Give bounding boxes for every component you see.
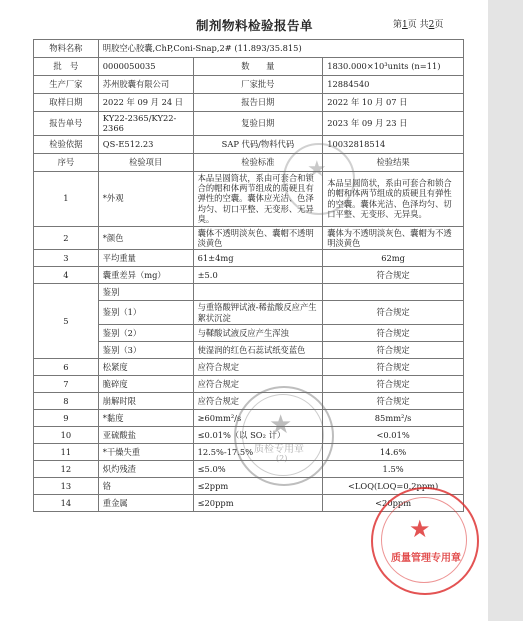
row-item: 脆碎度 [98,375,193,392]
row-no: 12 [34,460,99,477]
table-row [34,494,464,511]
report-date-value: 2022 年 10 月 07 日 [323,94,464,112]
row-no: 5 [34,284,99,359]
star-icon: ★ [307,157,327,182]
row-standard: 使湿润的红色石蕊试纸变蓝色 [193,341,323,358]
retest-date-value: 2023 年 09 月 23 日 [323,112,464,136]
table-row [34,324,464,341]
material-name-label: 物料名称 [34,40,99,58]
row-standard: 应符合规定 [193,392,323,409]
row-result: <0.01% [323,426,464,443]
table-row [34,409,464,426]
report-table [33,39,464,512]
row-standard: 囊体不透明淡灰色、囊帽不透明淡黄色 [193,226,323,250]
manufacturer-value: 苏州胶囊有限公司 [98,76,193,94]
batch-label: 批 号 [34,58,99,76]
qa-stamp-number: (2) [276,454,288,463]
table-row [34,443,464,460]
table-row [34,226,464,250]
row-result: 14.6% [323,443,464,460]
row-no: 9 [34,409,99,426]
report-title: 制剂物料检验报告单 [196,18,314,33]
report-date-label: 报告日期 [193,94,323,112]
sampling-date-value: 2022 年 09 月 24 日 [98,94,193,112]
row-standard: 应符合规定 [193,358,323,375]
table-header-row [34,153,464,171]
row-standard: ≤2ppm [193,477,323,494]
row-no: 7 [34,375,99,392]
row-standard: ≤20ppm [193,494,323,511]
info-row-material [34,40,464,58]
manufacturer-label: 生产厂家 [34,76,99,94]
basis-value: QS-E512.23 [98,135,193,153]
row-standard: ≥60mm²/s [193,409,323,426]
mfr-batch-label: 厂家批号 [193,76,323,94]
report-no-value: KY22-2365/KY22-2366 [98,112,193,136]
row-result: 符合规定 [323,358,464,375]
row-no: 1 [34,171,99,226]
page-indicator: 第1页 共2页 [393,20,444,30]
row-item: 亚硫酸盐 [98,426,193,443]
header-item: 检验项目 [98,153,193,171]
table-row [34,250,464,267]
row-item: *干燥失重 [98,443,193,460]
table-row [34,375,464,392]
material-name-value: 明胶空心胶囊,ChP,Coni-Snap,2# (11.893/35.815) [98,40,463,58]
row-standard: 与鞣酸试液反应产生浑浊 [193,324,323,341]
row-result: 85mm²/s [323,409,464,426]
row-no: 8 [34,392,99,409]
basis-label: 检验依据 [34,135,99,153]
row-standard: 61±4mg [193,250,323,267]
row-result: 1.5% [323,460,464,477]
table-row [34,358,464,375]
row-result: 囊体为不透明淡灰色、囊帽为不透明淡黄色 [323,226,464,250]
header-no: 序号 [34,153,99,171]
red-seal-text: 质量管理专用章 [391,553,461,564]
row-no: 11 [34,443,99,460]
sap-label: SAP 代码/物料代码 [193,135,323,153]
row-item: 铬 [98,477,193,494]
row-item: 炽灼残渣 [98,460,193,477]
row-item: 重金属 [98,494,193,511]
table-row [34,341,464,358]
row-item: 平均重量 [98,250,193,267]
row-result: <20ppm [323,494,464,511]
row-no: 13 [34,477,99,494]
row-no: 4 [34,267,99,284]
row-result: 62mg [323,250,464,267]
info-row-report-no [34,112,464,136]
table-row [34,426,464,443]
row-result: 符合规定 [323,324,464,341]
row-result: 符合规定 [323,341,464,358]
header-standard: 检验标准 [193,153,323,171]
table-row [34,460,464,477]
info-row-dates [34,94,464,112]
row-standard: 12.5%-17.5% [193,443,323,460]
info-row-manufacturer [34,76,464,94]
info-row-batch [34,58,464,76]
header-result: 检验结果 [323,153,464,171]
row-result: <LOQ(LOQ=0.2ppm) [323,477,464,494]
row-no: 3 [34,250,99,267]
row-standard: ≤0.01%（以 SO₂ 计） [193,426,323,443]
row-standard: ≤5.0% [193,460,323,477]
quantity-value: 1830.000×10³units (n=11) [323,58,464,76]
row-standard: ±5.0 [193,267,323,284]
table-row [34,301,464,325]
batch-value: 0000050035 [98,58,193,76]
row-result: 符合规定 [323,301,464,325]
retest-date-label: 复验日期 [193,112,323,136]
row-no: 14 [34,494,99,511]
row-item: *黏度 [98,409,193,426]
row-item: *外观 [98,171,193,226]
row-item: 崩解时限 [98,392,193,409]
row-item: 鉴别（2） [98,324,193,341]
table-row-identification [34,284,464,301]
qa-stamp-text: 质检专用章 [254,444,304,455]
row-standard: 与重铬酸钾试液-稀盐酸反应产生絮状沉淀 [193,301,323,325]
star-icon: ★ [409,515,431,543]
row-result: 符合规定 [323,392,464,409]
row-no: 10 [34,426,99,443]
row-standard: 应符合规定 [193,375,323,392]
row-no: 6 [34,358,99,375]
viewer-background [488,0,523,621]
mfr-batch-value: 12884540 [323,76,464,94]
row-item: *颜色 [98,226,193,250]
row-standard: 本品呈圆筒状，系由可套合和锁合的帽和体两节组成的质硬且有弹性的空囊。囊体应光洁、色泽均匀、切口平整、无变形、无异臭。 [193,171,323,226]
table-row [34,171,464,226]
row-item: 松紧度 [98,358,193,375]
row-item: 鉴别（1） [98,301,193,325]
row-item: 鉴别 [98,284,193,301]
row-no: 2 [34,226,99,250]
row-result: 符合规定 [323,267,464,284]
row-result: 本品呈圆筒状，系由可套合和锁合的帽和体两节组成的质硬且有弹性的空囊。囊体光洁、色泽均匀、切口平整、无变形、无异臭。 [323,171,464,226]
row-item: 鉴别（3） [98,341,193,358]
sampling-date-label: 取样日期 [34,94,99,112]
table-row [34,392,464,409]
table-row [34,477,464,494]
info-row-basis [34,135,464,153]
table-row [34,267,464,284]
quantity-label: 数 量 [193,58,323,76]
sap-value: 10032818514 [323,135,464,153]
report-no-label: 报告单号 [34,112,99,136]
star-icon: ★ [269,410,293,440]
row-item: 囊重差异（mg） [98,267,193,284]
row-result: 符合规定 [323,375,464,392]
